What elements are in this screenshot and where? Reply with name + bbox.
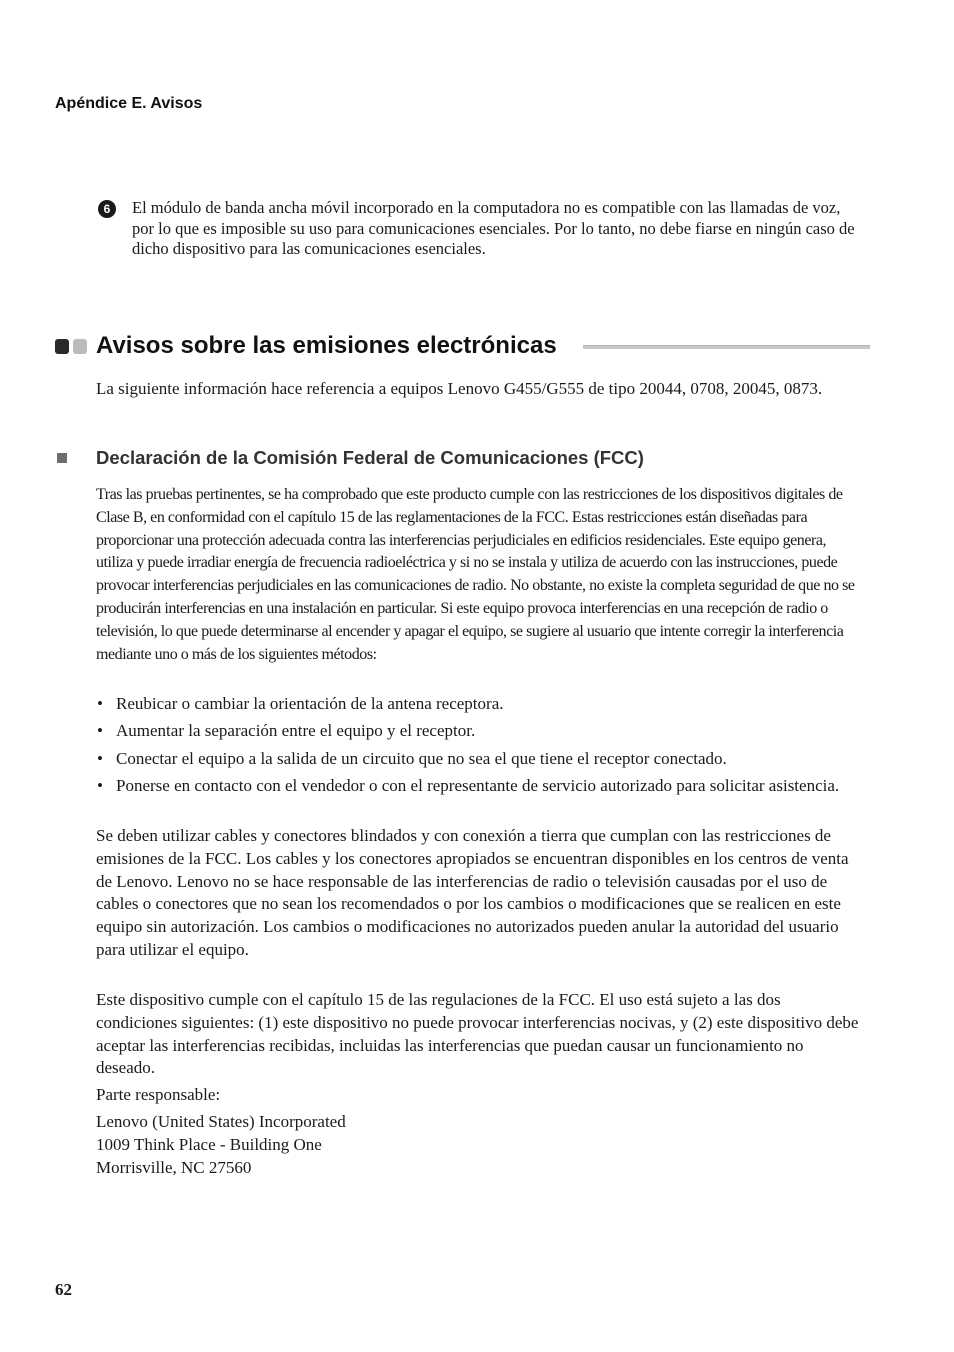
note-number-badge: 6 [98, 200, 116, 218]
address-line: Lenovo (United States) Incorporated [96, 1112, 346, 1131]
section-heading [55, 330, 870, 362]
address-block [96, 1111, 866, 1179]
list-item: • Aumentar la separación entre el equipo y el receptor. [96, 720, 866, 743]
address-line: 1009 Think Place - Building One [96, 1134, 322, 1154]
heading-square-dark-icon [55, 339, 69, 354]
fcc-paragraph: Tras las pruebas pertinentes, se ha comprobado que este producto cumple con las restricciones de los dispositivos digitales de Clase B, en conformidad con el capítulo 15 de las reglamentaciones de la FCC. Estas restricciones están diseñadas para proporcionar una protección adecuada contra las interferencias perjudiciales en edificios residenciales. Este equipo genera, utiliza y puede irradiar energía de frecuencia radioeléctrica y si no se instala y utiliza de acuerdo con las instrucciones, puede provocar interferencias perjudiciales en las comunicaciones de radio. No obstante, no existe la completa seguridad de que no se producirán interferencias en una instalación en particular. Si este equipo provoca interferencias en una recepción de radio o televisión, lo que puede determinarse al encender y apagar el equipo, se sugiere al usuario que intente corregir la interferencia mediante uno o más de los siguientes métodos: [96, 486, 855, 663]
section-title: Avisos sobre las emisiones electrónicas [96, 332, 557, 359]
subsection-heading [55, 446, 870, 470]
note-item [98, 198, 868, 260]
running-header: Apéndice E. Avisos [55, 95, 203, 112]
responsible-party-label: Parte responsable: [96, 1085, 221, 1104]
intro-paragraph: La siguiente información hace referencia a equipos Lenovo G455/G555 de tipo 20044, 0708, 20045, 0873. [96, 379, 823, 398]
list-item: • Ponerse en contacto con el vendedor o con el representante de servicio autorizado para solicitar asistencia. [96, 775, 866, 798]
cables-paragraph: Se deben utilizar cables y conectores blindados y con conexión a tierra que cumplan con las restricciones de emisiones de la FCC. Los cables y los conectores apropiados se encuentran disponibles en los centros de venta de Lenovo. Lenovo no se hace responsable de las interferencias de radio o televisión causadas por el uso de cables o conectores que no sean los recomendados o por los cambios o modificaciones que se realicen en este equipo sin autorización. Los cambios o modificaciones no autorizados pueden anular la autoridad del usuario para utilizar el equipo. [96, 826, 849, 959]
address-line: Morrisville, NC 27560 [96, 1157, 252, 1177]
compliance-paragraph: Este dispositivo cumple con el capítulo 15 de las regulaciones de la FCC. El uso está sujeto a las dos condiciones siguientes: (1) este dispositivo no puede provocar interferencias nocivas, y (2) este dispositivo debe aceptar las interferencias recibidas, incluidas las interferencias que puedan causar un funcionamiento no deseado. [96, 990, 859, 1078]
list-item: • Conectar el equipo a la salida de un circuito que no sea el que tiene el receptor conectado. [96, 748, 866, 771]
page-number: 62 [55, 1280, 72, 1299]
square-bullet-icon [57, 453, 67, 463]
note-text: El módulo de banda ancha móvil incorporado en la computadora no es compatible con las llamadas de voz, por lo que es imposible su uso para comunicaciones esenciales. Por lo tanto, no debe fiarse en ningún caso de dicho dispositivo para las comunicaciones esenciales. [132, 198, 855, 259]
methods-list [96, 693, 866, 803]
subsection-title: Declaración de la Comisión Federal de Comunicaciones (FCC) [96, 447, 644, 468]
heading-square-light-icon [73, 339, 87, 354]
heading-rule [583, 345, 870, 349]
list-item: • Reubicar o cambiar la orientación de la antena receptora. [96, 693, 866, 716]
